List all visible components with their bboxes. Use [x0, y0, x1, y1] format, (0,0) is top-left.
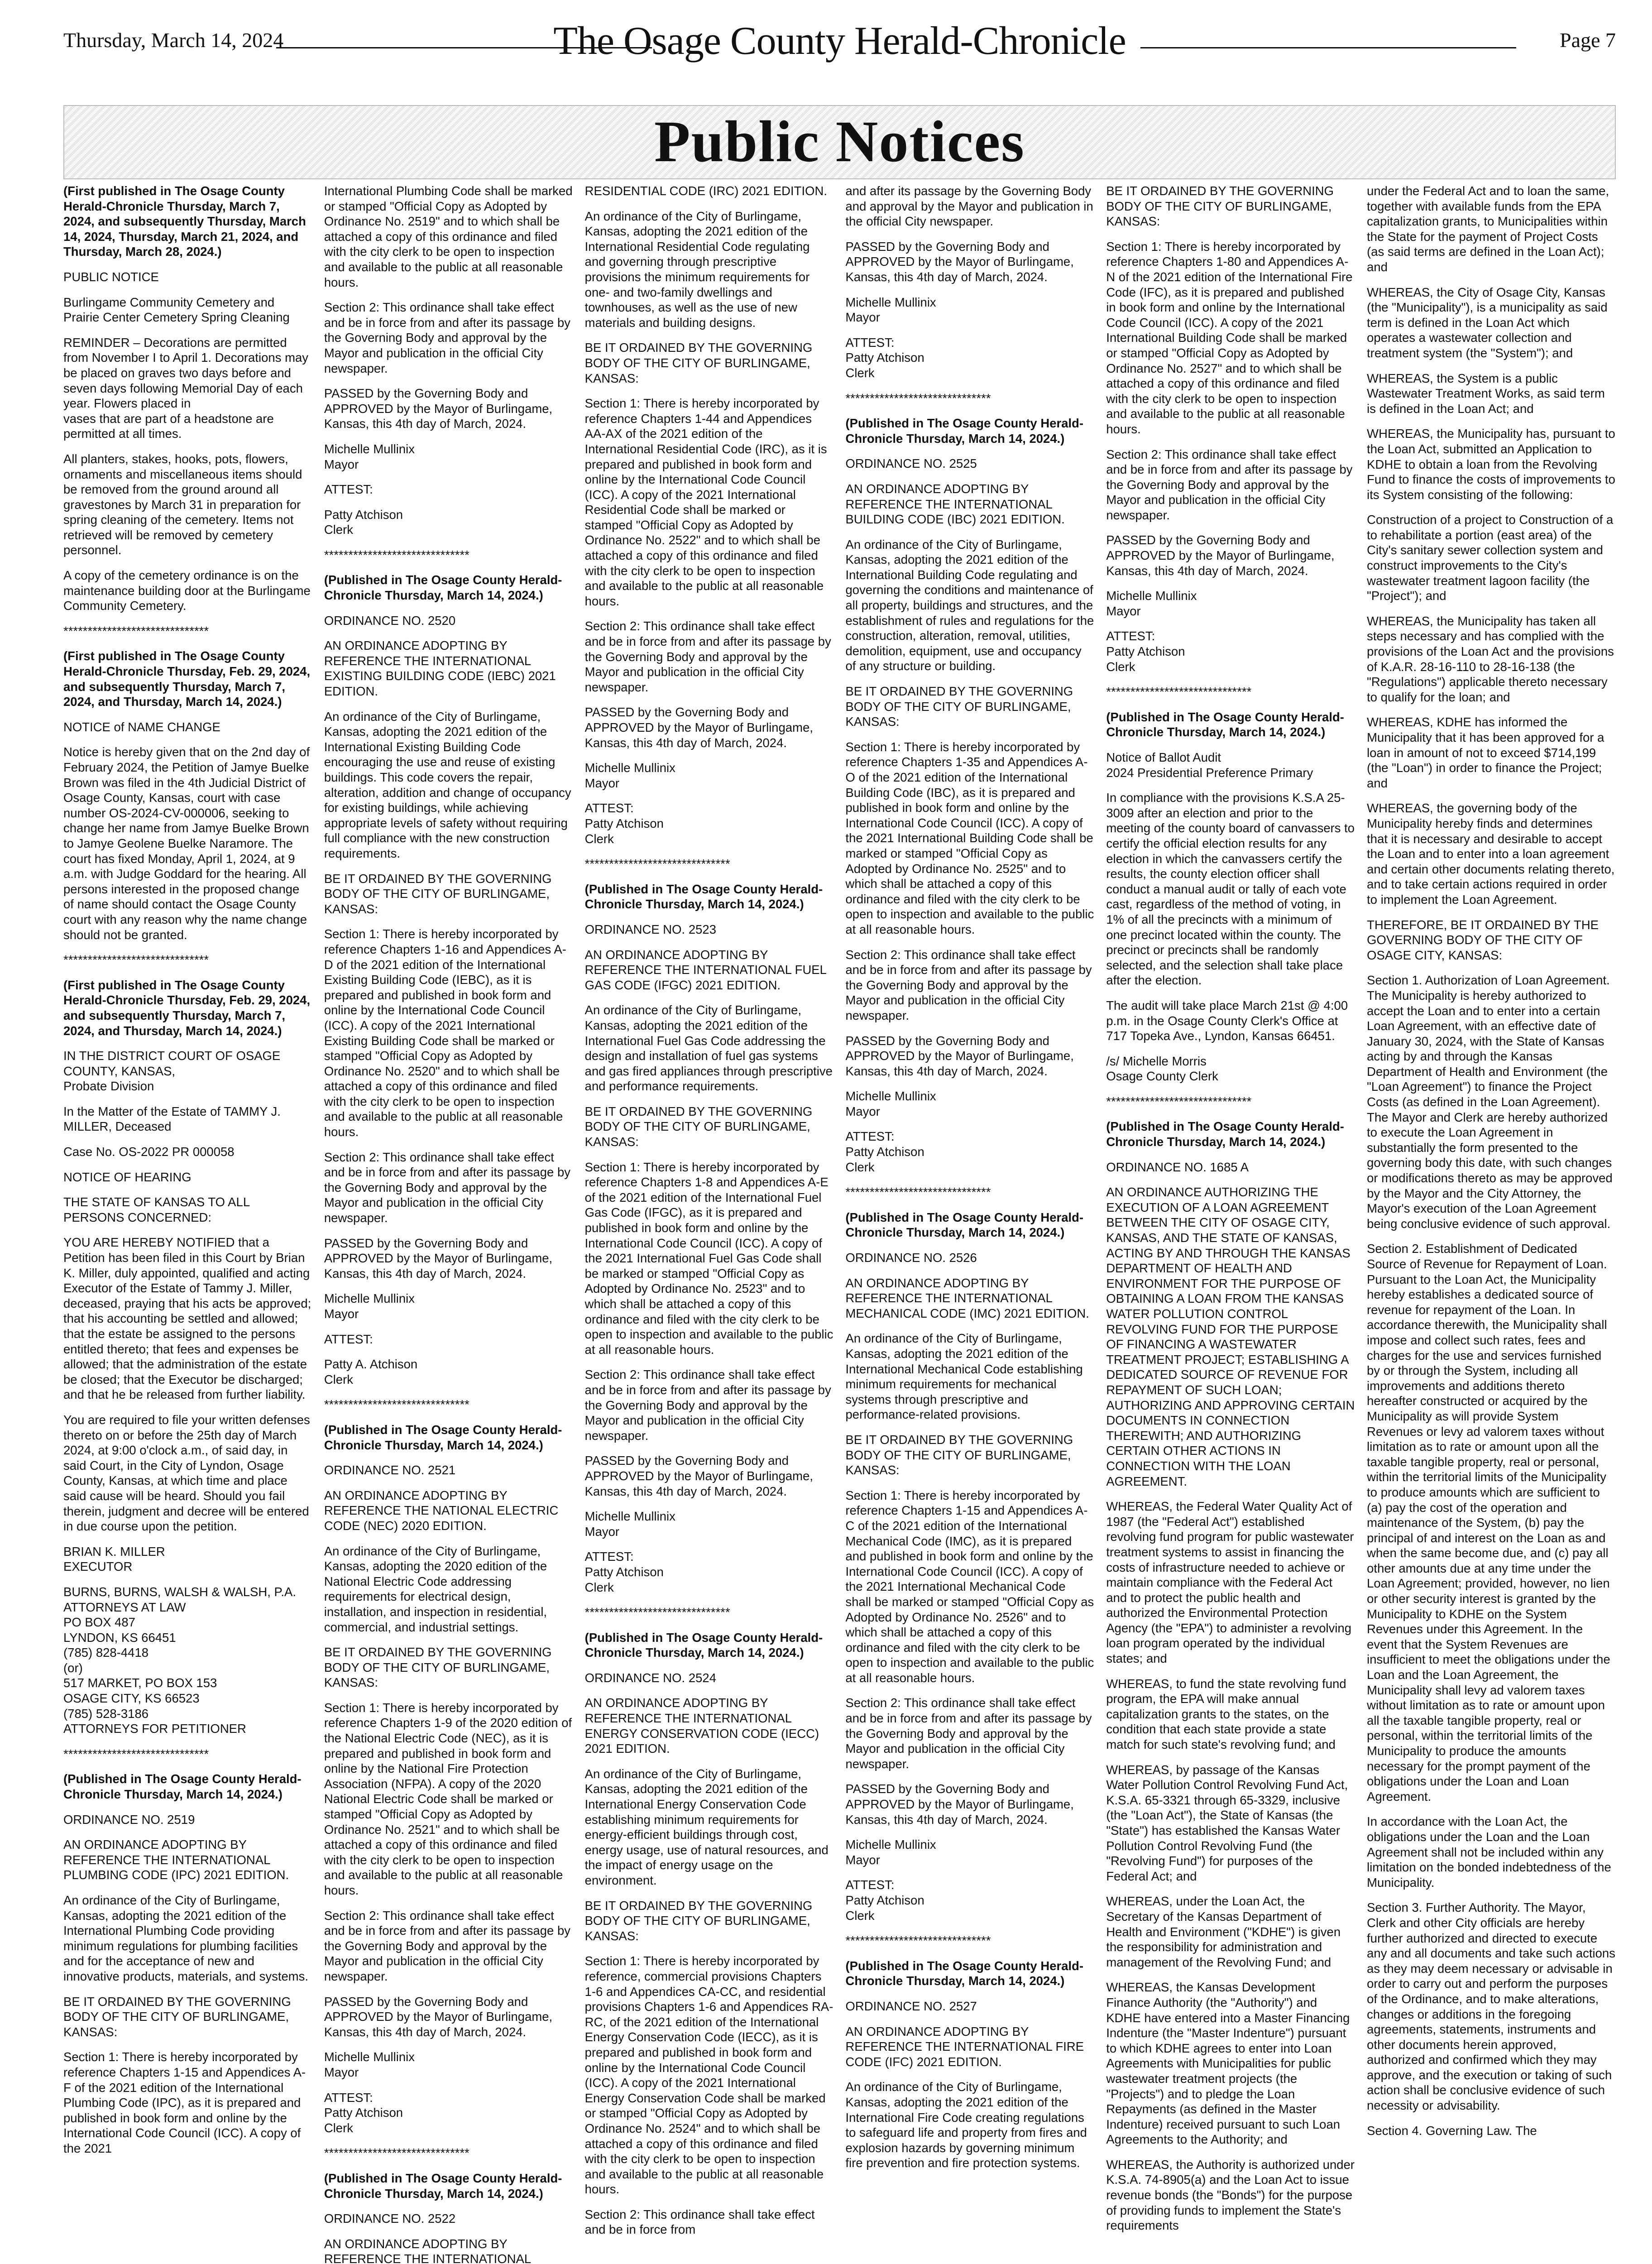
notice-paragraph: AN ORDINANCE ADOPTING BY REFERENCE THE INTERNATIONAL FIRE CODE (IFC) 2021 EDITION. [845, 2024, 1087, 2069]
notice-paragraph: WHEREAS, the governing body of the Municipality hereby finds and determines that it is necessary and desirable to accept the Loan and to enter into a loan agreement and certain other documents relating thereto, and to take certain actions required in order to implement the Loan Agreement. [1367, 801, 1618, 907]
notice-publication-line: (Published in The Osage County Herald-Chronicle Thursday, March 14, 2024.) [63, 1772, 302, 1802]
notice-publication-line: (Published in The Osage County Herald-Chronicle Thursday, March 14, 2024.) [324, 573, 562, 603]
notice-paragraph: BE IT ORDAINED BY THE GOVERNING BODY OF THE CITY OF BURLINGAME, KANSAS: [584, 1898, 816, 1943]
notice-paragraph: Michelle Mullinix Mayor [324, 2050, 415, 2079]
notice-paragraph: BURNS, BURNS, WALSH & WALSH, P.A. ATTORNEYS AT LAW PO BOX 487 LYNDON, KS 66451 (785) 828-4418 (or) 517 MARKET, PO BOX 153 OSAGE CITY, KS 66523 (785) 528-3186 ATTORNEYS FOR PETITIONER [63, 1584, 296, 1736]
notice-paragraph: You are required to file your written defenses thereto on or before the 25th day of March 2024, at 9:00 o'clock a.m., of said day, in said Court, in the City of Lyndon, Osage County, Kansas, at which time and place said cause will be heard. Should you fail therein, judgment and decree will be entered in due course upon the petition. [63, 1412, 314, 1534]
notice-paragraph: NOTICE of NAME CHANGE [63, 719, 220, 734]
notice-paragraph: ATTEST: [324, 1332, 373, 1346]
notice-paragraph: /s/ Michelle Morris Osage County Clerk [1106, 1054, 1218, 1084]
notice-paragraph: Notice is hereby given that on the 2nd day of February 2024, the Petition of Jamye Buelke Brown was filed in the 4th Judicial District of Osage County, Kansas, court with case number OS-2024-CV-000006, seeking to change her name from Jamye Buelke Brown to Jamye Geolene Buelke Naramore. The court has fixed Monday, April 1, 2024, at 9 a.m. with Judge Goddard for the hearing. All persons interested in the proposed change of name should contact the Osage County court with any reason why the name change should not be granted. [63, 745, 313, 942]
masthead [63, 18, 1616, 68]
notice-paragraph: WHEREAS, the Federal Water Quality Act of 1987 (the "Federal Act") established revolving fund program for public wastewater treatment systems to assist in financing the costs of infrastructure needed to achieve or maintain compliance with the Federal Act and to protect the public health and authorized the Environmental Protection Agency (the "EPA") to administer a revolving loan program operated by the individual states; and [1106, 1499, 1358, 1666]
notice-paragraph: ATTEST: Patty Atchison Clerk [1106, 629, 1185, 674]
notice-separator: ****************************** [584, 857, 730, 871]
notice-paragraph: and after its passage by the Governing Body and approval by the Mayor and publication in the official City newspaper. [845, 184, 1097, 229]
notice-paragraph: PASSED by the Governing Body and APPROVED by the Mayor of Burlingame, Kansas, this 4th day of March, 2024. [324, 386, 556, 431]
notice-paragraph: ORDINANCE NO. 2522 [324, 2211, 456, 2226]
notice-paragraph: NOTICE OF HEARING [63, 1170, 192, 1184]
notice-paragraph: AN ORDINANCE ADOPTING BY REFERENCE THE INTERNATIONAL BUILDING CODE (IBC) 2021 EDITION. [845, 481, 1065, 527]
section-title: Public Notices [654, 109, 1025, 174]
notice-paragraph: PASSED by the Governing Body and APPROVED by the Mayor of Burlingame, Kansas, this 4th day of March, 2024. [324, 1236, 556, 1281]
notice-paragraph: WHEREAS, the System is a public Wastewater Treatment Works, as said term is defined in the Loan Act; and [1367, 371, 1609, 416]
notice-paragraph: PASSED by the Governing Body and APPROVED by the Mayor of Burlingame, Kansas, this 4th day of March, 2024. [845, 239, 1077, 284]
notice-paragraph: Section 1: There is hereby incorporated by reference Chapters 1-44 and Appendices AA-AX of the 2021 edition of the International Residential Code (IRC), as it is prepared and published in book form and online by the International Code Council (ICC). A copy of the 2021 International Residential Code shall be marked or stamped "Official Copy as Adopted by Ordinance No. 2522" and to which shall be attached a copy of this ordinance and filed with the city clerk to be open to inspection and available to the public at all reasonable hours. [584, 396, 831, 608]
notice-paragraph: BE IT ORDAINED BY THE GOVERNING BODY OF THE CITY OF BURLINGAME, KANSAS: [845, 684, 1077, 729]
newspaper-title: The Osage County Herald-Chronicle [553, 19, 1126, 63]
notice-paragraph: Michelle Mullinix Mayor [845, 295, 936, 325]
notice-paragraph: WHEREAS, the Kansas Development Finance Authority (the "Authority") and KDHE have entered into a Master Financing Indenture (the "Master Indenture") pursuant to which KDHE agrees to enter into Loan Agreements with Municipalities for public wastewater treatment projects (the "Projects") and to pledge the Loan Repayments (as defined in the Master Indenture) received pursuant to such Loan Agreements to the Authority; and [1106, 1980, 1354, 2147]
notice-paragraph: ORDINANCE NO. 2521 [324, 1463, 456, 1477]
notice-paragraph: Section 1: There is hereby incorporated by reference Chapters 1-80 and Appendices A-N of the 2021 edition of the International Fire Code (IFC), as it is prepared and published in book form and online by the International Code Council (ICC). A copy of the 2021 International Building Code shall be marked or stamped "Official Copy as Adopted by Ordinance No. 2527" and to which shall be attached a copy of this ordinance and filed with the city clerk to be open to inspection and available to the public at all reasonable hours. [1106, 239, 1356, 436]
notice-separator: ****************************** [845, 1185, 991, 1199]
notice-separator: ****************************** [324, 1397, 469, 1412]
notice-paragraph: RESIDENTIAL CODE (IRC) 2021 EDITION. [584, 184, 827, 198]
notice-paragraph: AN ORDINANCE ADOPTING BY REFERENCE THE NATIONAL ELECTRIC CODE (NEC) 2020 EDITION. [324, 1488, 562, 1533]
notice-paragraph: under the Federal Act and to loan the same, together with available funds from the EPA capitalization grants, to Municipalities within the State for the payment of Project Costs (as said terms are defined in the Loan Act); and [1367, 184, 1613, 274]
notice-separator: ****************************** [63, 953, 209, 967]
notice-paragraph: Michelle Mullinix Mayor [584, 761, 675, 790]
notice-paragraph: An ordinance of the City of Burlingame, Kansas, adopting the 2020 edition of the National Electric Code addressing requirements for electrical design, installation, and inspection in residential, commercial, and industrial settings. [324, 1544, 551, 1634]
notice-publication-line: (Published in The Osage County Herald-Chronicle Thursday, March 14, 2024.) [584, 882, 823, 911]
notice-paragraph: ORDINANCE NO. 1685 A [1106, 1160, 1249, 1174]
notice-paragraph: AN ORDINANCE ADOPTING BY REFERENCE THE INTERNATIONAL [324, 2236, 532, 2264]
notice-separator: ****************************** [324, 547, 469, 562]
notice-paragraph: Case No. OS-2022 PR 000058 [63, 1145, 235, 1159]
notice-paragraph: WHEREAS, by passage of the Kansas Water Pollution Control Revolving Fund Act, K.S.A. 65-3321 through 65-3329, inclusive (the "Loan Act"), the State of Kansas (the "State") has established the Kansas Water Pollution Control Revolving Fund (the "Revolving Fund") for purposes of the Federal Act; and [1106, 1762, 1351, 1883]
notice-paragraph: In compliance with the provisions K.S.A 25-3009 after an election and prior to the meeting of the county board of canvassers to certify the official election results for any election in which the canvassers certify the results, the county election officer shall conduct a manual audit or tally of each vote cast, regardless of the method of voting, in 1% of all the precincts with a minimum of one precinct located within the county. The precinct or precincts shall be randomly selected, and the selection shall take place after the election. [1106, 791, 1358, 988]
notice-paragraph: BE IT ORDAINED BY THE GOVERNING BODY OF THE CITY OF BURLINGAME, KANSAS: [845, 1432, 1077, 1477]
notice-paragraph: Section 3. Further Authority. The Mayor, Clerk and other City officials are hereby further authorized and directed to execute any and all documents and take such actions as they may deem necessary or advisable in order to carry out and perform the purposes of the Ordinance, and to make alterations, changes or additions in the foregoing agreements, statements, instruments and other documents herein approved, authorized and confirmed which they may approve, and the execution or taking of such action shall be conclusive evidence of such necessity or advisability. [1367, 1900, 1619, 2113]
notice-paragraph: Section 2: This ordinance shall take effect and be in force from and after its passage by the Governing Body and approval by the Mayor and publication in the official City newspaper. [1106, 447, 1356, 522]
notice-paragraph: An ordinance of the City of Burlingame, Kansas, adopting the 2021 edition of the International Existing Building Code encouraging the use and reuse of existing buildings. This code covers the repair, alteration, addition and change of occupancy for existing buildings, while achieving appropriate levels of safety without requiring full compliance with the new construction requirements. [324, 709, 575, 860]
notice-paragraph: Michelle Mullinix Mayor [584, 1509, 675, 1539]
notice-paragraph: Section 2: This ordinance shall take effect and be in force from and after its passage by the Governing Body and approval by the Mayor and publication in the official City newspaper. [584, 619, 835, 694]
notice-paragraph: BE IT ORDAINED BY THE GOVERNING BODY OF THE CITY OF BURLINGAME, KANSAS: [584, 1104, 816, 1149]
notice-separator: ****************************** [845, 391, 991, 405]
notice-paragraph: THEREFORE, BE IT ORDAINED BY THE GOVERNING BODY OF THE CITY OF OSAGE CITY, KANSAS: [1367, 917, 1602, 962]
notice-paragraph: ATTEST: Patty Atchison Clerk [845, 335, 924, 380]
notice-paragraph: Section 1: There is hereby incorporated by reference Chapters 1-35 and Appendices A-O of the 2021 edition of the International Building Code (IBC), as it is prepared and published in book form and online by the International Code Council (ICC). A copy of the 2021 International Building Code shall be marked or stamped "Official Copy as Adopted by Ordinance No. 2525" and to which shall be attached a copy of this ordinance and filed with the city clerk to be open to inspection and available to the public at all reasonable hours. [845, 739, 1097, 936]
notice-paragraph: IN THE DISTRICT COURT OF OSAGE COUNTY, KANSAS, Probate Division [63, 1049, 281, 1094]
notice-paragraph: Michelle Mullinix Mayor [845, 1837, 936, 1867]
column-1 [63, 183, 315, 2264]
notice-paragraph: AN ORDINANCE ADOPTING BY REFERENCE THE INTERNATIONAL PLUMBING CODE (IPC) 2021 EDITION. [63, 1837, 289, 1882]
notice-paragraph: BRIAN K. MILLER EXECUTOR [63, 1544, 165, 1574]
notice-paragraph: Section 1: There is hereby incorporated by reference Chapters 1-15 and Appendices A-C of the 2021 edition of the International Mechanical Code (IMC), as it is prepared and published in book form and online by the International Code Council (ICC). A copy of the 2021 International Mechanical Code shall be marked or stamped "Official Copy as Adopted by Ordinance No. 2526" and to which shall be attached a copy of this ordinance and filed with the city clerk to be open to inspection and available to the public at all reasonable hours. [845, 1488, 1097, 1685]
notice-paragraph: YOU ARE HEREBY NOTIFIED that a Petition has been filed in this Court by Brian K. Miller, duly appointed, qualified and acting Executor of the Estate of Tammy J. Miller, deceased, praying that his acts be approved; that his accounting be settled and allowed; that the estate be assigned to the persons entitled thereto; that fees and expenses be allowed; that the administration of the estate be closed; that the Executor be discharged; and that he be released from further liability. [63, 1235, 315, 1402]
notice-paragraph: AN ORDINANCE ADOPTING BY REFERENCE THE INTERNATIONAL ENERGY CONSERVATION CODE (IECC) 2021 EDITION. [584, 1696, 823, 1756]
notice-paragraph: ORDINANCE NO. 2520 [324, 613, 456, 628]
notice-publication-line: (Published in The Osage County Herald-Chronicle Thursday, March 14, 2024.) [845, 1210, 1084, 1240]
notice-separator: ****************************** [1106, 1094, 1252, 1108]
notice-paragraph: An ordinance of the City of Burlingame, Kansas, adopting the 2021 edition of the International Mechanical Code establishing minimum requirements for mechanical systems through prescriptive and performance-related provisions. [845, 1331, 1087, 1422]
notice-publication-line: (Published in The Osage County Herald-Chronicle Thursday, March 14, 2024.) [845, 1958, 1084, 1988]
notice-paragraph: REMINDER – Decorations are permitted from November I to April 1. Decorations may be placed on graves two days before and seven days following Memorial Day of each year. Flowers placed in vases that are part of a headstone are permitted at all times. [63, 335, 309, 441]
notice-paragraph: ORDINANCE NO. 2527 [845, 1999, 977, 2013]
notice-paragraph: An ordinance of the City of Burlingame, Kansas, adopting the 2021 edition of the International Plumbing Code providing minimum regulations for plumbing facilities and for the acceptance of new and innovative products, materials, and systems. [63, 1893, 309, 1983]
notice-paragraph: THE STATE OF KANSAS TO ALL PERSONS CONCERNED: [63, 1195, 253, 1224]
issue-date: Thursday, March 14, 2024 [63, 29, 284, 52]
notice-paragraph: ATTEST: [324, 482, 373, 497]
notice-paragraph: AN ORDINANCE ADOPTING BY REFERENCE THE INTERNATIONAL MECHANICAL CODE (IMC) 2021 EDITION. [845, 1276, 1089, 1320]
notice-paragraph: ATTEST: Patty Atchison Clerk [845, 1129, 924, 1174]
notice-paragraph: PASSED by the Governing Body and APPROVED by the Mayor of Burlingame, Kansas, this 4th day of March, 2024. [584, 1453, 817, 1498]
section-banner [63, 105, 1616, 179]
notice-publication-line: (First published in The Osage County Herald-Chronicle Thursday, Feb. 29, 2024, and subsequently Thursday, March 7, 2024, and Thursday, March 14, 2024.) [63, 649, 314, 709]
notice-paragraph: An ordinance of the City of Burlingame, Kansas, adopting the 2021 edition of the International Energy Conservation Code establishing minimum requirements for energy-efficient buildings through cost, energy usage, use of natural resources, and the impact of energy usage on the environment. [584, 1766, 832, 1887]
notice-paragraph: Section 2: This ordinance shall take effect and be in force from [584, 2207, 819, 2237]
notice-paragraph: PUBLIC NOTICE [63, 269, 159, 284]
notice-paragraph: Section 4. Governing Law. The [1367, 2123, 1537, 2138]
notice-paragraph: WHEREAS, KDHE has informed the Municipality that it has been approved for a loan in amount of not to exceed $714,199 (the "Loan") in order to finance the Project; and [1367, 715, 1608, 790]
notice-paragraph: PASSED by the Governing Body and APPROVED by the Mayor of Burlingame, Kansas, this 4th day of March, 2024. [845, 1033, 1077, 1078]
column-6 [1367, 183, 1619, 2264]
notice-paragraph: WHEREAS, the Municipality has taken all steps necessary and has complied with the provisions of the Loan Act and the provisions of K.A.R. 28-16-110 to 28-16-138 (the "Regulations") applicable thereto necessary to qualify for the loan; and [1367, 614, 1618, 704]
notice-paragraph: All planters, stakes, hooks, pots, flowers, ornaments and miscellaneous items should be removed from the ground around all gravestones by March 31 in preparation for spring cleaning of the cemetery. Items not retrieved will be removed by cemetery personnel. [63, 451, 306, 557]
notice-paragraph: An ordinance of the City of Burlingame, Kansas, adopting the 2021 edition of the International Fire Code creating regulations to safeguard life and property from fires and explosion hazards by governing minimum fire prevention and fire protection systems. [845, 2080, 1091, 2170]
notice-paragraph: ORDINANCE NO. 2523 [584, 922, 717, 936]
notice-paragraph: Michelle Mullinix Mayor [324, 1291, 415, 1321]
notice-publication-line: (First published in The Osage County Herald-Chronicle Thursday, March 7, 2024, and subsequently Thursday, March 14, 2024, Thursday, March 21, 2024, and Thursday, March 28, 2024.) [63, 184, 310, 259]
notice-publication-line: (Published in The Osage County Herald-Chronicle Thursday, March 14, 2024.) [324, 1422, 562, 1452]
notice-paragraph: Michelle Mullinix Mayor [845, 1089, 936, 1118]
notice-paragraph: Section 2: This ordinance shall take effect and be in force from and after its passage by the Governing Body and approval by the Mayor and publication in the official City newspaper. [324, 1150, 574, 1225]
notice-paragraph: WHEREAS, to fund the state revolving fund program, the EPA will make annual capitalization grants to the states, on the condition that each state provide a state match for such state's revolving fund; and [1106, 1676, 1350, 1752]
notice-separator: ****************************** [63, 624, 209, 638]
notice-paragraph: PASSED by the Governing Body and APPROVED by the Mayor of Burlingame, Kansas, this 4th day of March, 2024. [1106, 533, 1338, 578]
notice-paragraph: Section 1: There is hereby incorporated by reference, commercial provisions Chapters 1-6 and Appendices CA-CC, and residential provisions Chapters 1-6 and Appendices RA-RC, of the 2021 edition of the International Energy Conservation Code (IECC), as it is prepared and published in book form and online by the International Code Council (ICC). A copy of the 2021 International Energy Conservation Code shall be marked or stamped "Official Copy as Adopted by Ordinance No. 2524" and to which shall be attached a copy of this ordinance and filed with the city clerk to be open to inspection and available to the public at all reasonable hours. [584, 1954, 833, 2197]
notice-paragraph: Section 2: This ordinance shall take effect and be in force from and after its passage by the Governing Body and approval by the Mayor and publication in the official City newspaper. [324, 1908, 574, 1983]
notice-publication-line: (Published in The Osage County Herald-Chronicle Thursday, March 14, 2024.) [324, 2171, 562, 2201]
notice-paragraph: Michelle Mullinix Mayor [1106, 589, 1197, 618]
notice-paragraph: Notice of Ballot Audit 2024 Presidential Preference Primary [1106, 750, 1313, 780]
notice-paragraph: ORDINANCE NO. 2525 [845, 456, 977, 471]
notice-paragraph: A copy of the cemetery ordinance is on the maintenance building door at the Burlingame Community Cemetery. [63, 568, 314, 613]
notice-paragraph: Section 1: There is hereby incorporated by reference Chapters 1-8 and Appendices A-E of the 2021 edition of the International Fuel Gas Code (IFGC), as it is prepared and published in book form and online by the International Code Council (ICC). A copy of the 2021 International Fuel Gas Code shall be marked or stamped "Official Copy as Adopted by Ordinance No. 2523" and to which shall be attached a copy of this ordinance and filed with the city clerk to be open to inspection and available to the public at all reasonable hours. [584, 1160, 837, 1357]
notice-paragraph: Section 2: This ordinance shall take effect and be in force from and after its passage by the Governing Body and approval by the Mayor and publication in the official City newspaper. [324, 300, 574, 375]
notice-paragraph: PASSED by the Governing Body and APPROVED by the Mayor of Burlingame, Kansas, this 4th day of March, 2024. [584, 705, 817, 750]
notice-paragraph: An ordinance of the City of Burlingame, Kansas, adopting the 2021 edition of the International Building Code regulating and governing the conditions and maintenance of all property, buildings and structures, and the establishment of rules and regulations for the construction, alteration, removal, utilities, demolition, equipment, use and occupancy of any structure or building. [845, 537, 1097, 673]
column-2 [324, 183, 576, 2264]
column-5 [1106, 183, 1359, 2264]
notice-paragraph: In accordance with the Loan Act, the obligations under the Loan and the Loan Agreement shall not be included within any limitation on the bonded indebtedness of the Municipality. [1367, 1814, 1615, 1890]
notice-paragraph: ORDINANCE NO. 2524 [584, 1670, 717, 1685]
notice-paragraph: PASSED by the Governing Body and APPROVED by the Mayor of Burlingame, Kansas, this 4th day of March, 2024. [845, 1782, 1077, 1827]
notice-paragraph: Burlingame Community Cemetery and Prairie Center Cemetery Spring Cleaning [63, 295, 290, 325]
notice-paragraph: The audit will take place March 21st @ 4:00 p.m. in the Osage County Clerk's Office at 717 Topeka Ave., Lyndon, Kansas 66451. [1106, 998, 1351, 1043]
notice-separator: ****************************** [1106, 685, 1252, 699]
notice-paragraph: Section 2: This ordinance shall take effect and be in force from and after its passage by the Governing Body and approval by the Mayor and publication in the official City newspaper. [584, 1367, 835, 1443]
notice-paragraph: AN ORDINANCE AUTHORIZING THE EXECUTION OF A LOAN AGREEMENT BETWEEN THE CITY OF OSAGE CITY, KANSAS, AND THE STATE OF KANSAS, ACTING BY AND THROUGH THE KANSAS DEPARTMENT OF HEALTH AND ENVIRONMENT FOR THE PURPOSE OF OBTAINING A LOAN FROM THE KANSAS WATER POLLUTION CONTROL REVOLVING FUND FOR THE PURPOSE OF FINANCING A WASTEWATER TREATMENT PROJECT; ESTABLISHING A DEDICATED SOURCE OF REVENUE FOR REPAYMENT OF SUCH LOAN; AUTHORIZING AND APPROVING CERTAIN DOCUMENTS IN CONNECTION THEREWITH; AND AUTHORIZING CERTAIN OTHER ACTIONS IN CONNECTION WITH THE LOAN AGREEMENT. [1106, 1185, 1359, 1488]
notice-paragraph: An ordinance of the City of Burlingame, Kansas, adopting the 2021 edition of the International Fuel Gas Code addressing the design and installation of fuel gas systems and gas fired appliances through prescriptive and performance requirements. [584, 1003, 836, 1094]
notice-paragraph: ORDINANCE NO. 2526 [845, 1251, 977, 1265]
notice-paragraph: In the Matter of the Estate of TAMMY J. MILLER, Deceased [63, 1104, 284, 1134]
notice-publication-line: (Published in The Osage County Herald-Chronicle Thursday, March 14, 2024.) [1106, 710, 1344, 739]
notice-paragraph: Michelle Mullinix Mayor [324, 441, 415, 471]
page-number: Page 7 [1560, 29, 1616, 52]
notice-separator: ****************************** [63, 1746, 209, 1761]
notice-paragraph: Section 1: There is hereby incorporated by reference Chapters 1-16 and Appendices A-D of the 2021 edition of the International Existing Building Code (IEBC), as it is prepared and published in book form and online by the International Code Council (ICC). A copy of the 2021 International Existing Building Code shall be marked or stamped "Official Copy as Adopted by Ordinance No. 2520" and to which shall be attached a copy of this ordinance and filed with the city clerk to be open to inspection and available to the public at all reasonable hours. [324, 927, 566, 1139]
notice-paragraph: Section 1: There is hereby incorporated by reference Chapters 1-9 of the 2020 edition of the National Electric Code (NEC), as it is prepared and published in book form and online by the National Fire Protection Association (NFPA). A copy of the 2020 National Electric Code shall be marked or stamped "Official Copy as Adopted by Ordinance No. 2521" and to which shall be attached a copy of this ordinance and filed with the city clerk to be open to inspection and available to the public at all reasonable hours. [324, 1700, 575, 1897]
notice-paragraph: ATTEST: Patty Atchison Clerk [845, 1878, 924, 1923]
notice-publication-line: (Published in The Osage County Herald-Chronicle Thursday, March 14, 2024.) [1106, 1119, 1344, 1149]
notice-paragraph: WHEREAS, the City of Osage City, Kansas (the "Municipality"), is a municipality as said term is defined in the Loan Act which operates a wastewater collection and treatment system (the "System"); and [1367, 285, 1611, 360]
column-4 [845, 183, 1097, 2264]
notice-paragraph: Section 2: This ordinance shall take effect and be in force from and after its passage by the Governing Body and approval by the Mayor and publication in the official City newspaper. [845, 1696, 1096, 1771]
notice-columns [63, 183, 1619, 2264]
notice-publication-line: (First published in The Osage County Herald-Chronicle Thursday, Feb. 29, 2024, and subsequently Thursday, March 7, 2024, and Thursday, March 14, 2024.) [63, 978, 314, 1038]
notice-separator: ****************************** [845, 1933, 991, 1948]
notice-paragraph: BE IT ORDAINED BY THE GOVERNING BODY OF THE CITY OF BURLINGAME, KANSAS: [1106, 184, 1337, 229]
notice-paragraph: BE IT ORDAINED BY THE GOVERNING BODY OF THE CITY OF BURLINGAME, KANSAS: [63, 1994, 295, 2039]
notice-paragraph: Section 2: This ordinance shall take effect and be in force from and after its passage by the Governing Body and approval by the Mayor and publication in the official City newspaper. [845, 947, 1096, 1022]
notice-paragraph: Section 2. Establishment of Dedicated Source of Revenue for Repayment of Loan. Pursuant to the Loan Act, the Municipality hereby establishes a dedicated source of revenue for repayment of the Loan. In accordance therewith, the Municipality shall impose and collect such rates, fees and charges for the use and services furnished by or through the System, including all improvements and additions thereto hereafter constructed or acquired by the Municipality as will provide System Revenues or levy ad valorem taxes without limitation as to rate or amount upon all the taxable tangible property, real or personal, within the territorial limits of the Municipality to produce amounts which are sufficient to (a) pay the cost of the operation and maintenance of the System, (b) pay the principal of and interest on the Loan as and when the same become due, and (c) pay all other amounts due at any time under the Loan Agreement; provided, however, no lien or other security interest is granted by the Municipality to KDHE on the System Revenues under this Agreement. In the event that the System Revenues are insufficient to meet the obligations under the Loan and the Loan Agreement, the Municipality shall levy ad valorem taxes without limitation as to rate or amount upon all the taxable tangible property, real or personal, within the territorial limits of the Municipality to produce the amounts necessary for the prompt payment of the obligations under the Loan and Loan Agreement. [1367, 1242, 1614, 1804]
notice-paragraph: AN ORDINANCE ADOPTING BY REFERENCE THE INTERNATIONAL FUEL GAS CODE (IFGC) 2021 EDITION. [584, 947, 830, 992]
notice-paragraph: International Plumbing Code shall be marked or stamped "Official Copy as Adopted by Ordinance No. 2519" and to which shall be attached a copy of this ordinance and filed with the city clerk to be open to inspection and available to the public at all reasonable hours. [324, 184, 576, 289]
notice-paragraph: An ordinance of the City of Burlingame, Kansas, adopting the 2021 edition of the International Residential Code regulating and governing through prescriptive provisions the minimum requirements for one- and two-family dwellings and townhouses, as well as the use of new materials and building designs. [584, 209, 814, 330]
notice-paragraph: Patty Atchison Clerk [324, 507, 403, 537]
notice-paragraph: WHEREAS, the Municipality has, pursuant to the Loan Act, submitted an Application to KDHE to obtain a loan from the Revolving Fund to finance the costs of improvements to its System consisting of the following: [1367, 427, 1619, 502]
notice-paragraph: BE IT ORDAINED BY THE GOVERNING BODY OF THE CITY OF BURLINGAME, KANSAS: [324, 871, 555, 916]
notice-paragraph: ATTEST: Patty Atchison Clerk [324, 2090, 403, 2135]
notice-paragraph: ATTEST: Patty Atchison Clerk [584, 801, 664, 846]
notice-separator: ****************************** [584, 1605, 730, 1620]
notice-paragraph: WHEREAS, under the Loan Act, the Secretary of the Kansas Department of Health and Environment ("KDHE") is given the responsibility for administration and management of the Revolving Fund; and [1106, 1894, 1344, 1969]
notice-separator: ****************************** [324, 2146, 469, 2160]
notice-paragraph: Section 1. Authorization of Loan Agreement. The Municipality is hereby authorized to accept the Loan and to enter into a certain Loan Agreement, with an effective date of January 30, 2024, with the State of Kansas acting by and through the Kansas Department of Health and Environment (the "Loan Agreement") to finance the Project Costs (as defined in the Loan Agreement). The Mayor and Clerk are hereby authorized to execute the Loan Agreement in substantially the form presented to the governing body this date, with such changes or modifications thereto as may be approved by the Mayor and the City Attorney, the Mayor's execution of the Loan Agreement being conclusive evidence of such approval. [1367, 973, 1616, 1231]
notice-paragraph: ORDINANCE NO. 2519 [63, 1812, 195, 1827]
notice-paragraph: BE IT ORDAINED BY THE GOVERNING BODY OF THE CITY OF BURLINGAME, KANSAS: [324, 1645, 555, 1690]
column-3 [584, 183, 837, 2264]
masthead-rule-right [1140, 47, 1516, 48]
notice-paragraph: AN ORDINANCE ADOPTING BY REFERENCE THE INTERNATIONAL EXISTING BUILDING CODE (IEBC) 2021 EDITION. [324, 638, 560, 699]
notice-paragraph: Section 1: There is hereby incorporated by reference Chapters 1-15 and Appendices A-F of the 2021 edition of the International Plumbing Code (IPC), as it is prepared and published in book form and online by the International Code Council (ICC). A copy of the 2021 [63, 2050, 306, 2155]
notice-paragraph: ATTEST: Patty Atchison Clerk [584, 1549, 664, 1594]
notice-publication-line: (Published in The Osage County Herald-Chronicle Thursday, March 14, 2024.) [584, 1630, 823, 1660]
notice-paragraph: WHEREAS, the Authority is authorized under K.S.A. 74-8905(a) and the Loan Act to issue revenue bonds (the "Bonds") for the purpose of providing funds to implement the State's requirements [1106, 2157, 1358, 2233]
notice-publication-line: (Published in The Osage County Herald-Chronicle Thursday, March 14, 2024.) [845, 416, 1084, 446]
notice-paragraph: BE IT ORDAINED BY THE GOVERNING BODY OF THE CITY OF BURLINGAME, KANSAS: [584, 341, 816, 385]
notice-paragraph: Construction of a project to Construction of a to rehabilitate a portion (east area) of the City's sanitary sewer collection system and construct improvements to the City's wastewater treatment lagoon facility (the "Project"); and [1367, 513, 1617, 603]
notice-paragraph: PASSED by the Governing Body and APPROVED by the Mayor of Burlingame, Kansas, this 4th day of March, 2024. [324, 1994, 556, 2039]
notice-paragraph: Patty A. Atchison Clerk [324, 1357, 418, 1386]
